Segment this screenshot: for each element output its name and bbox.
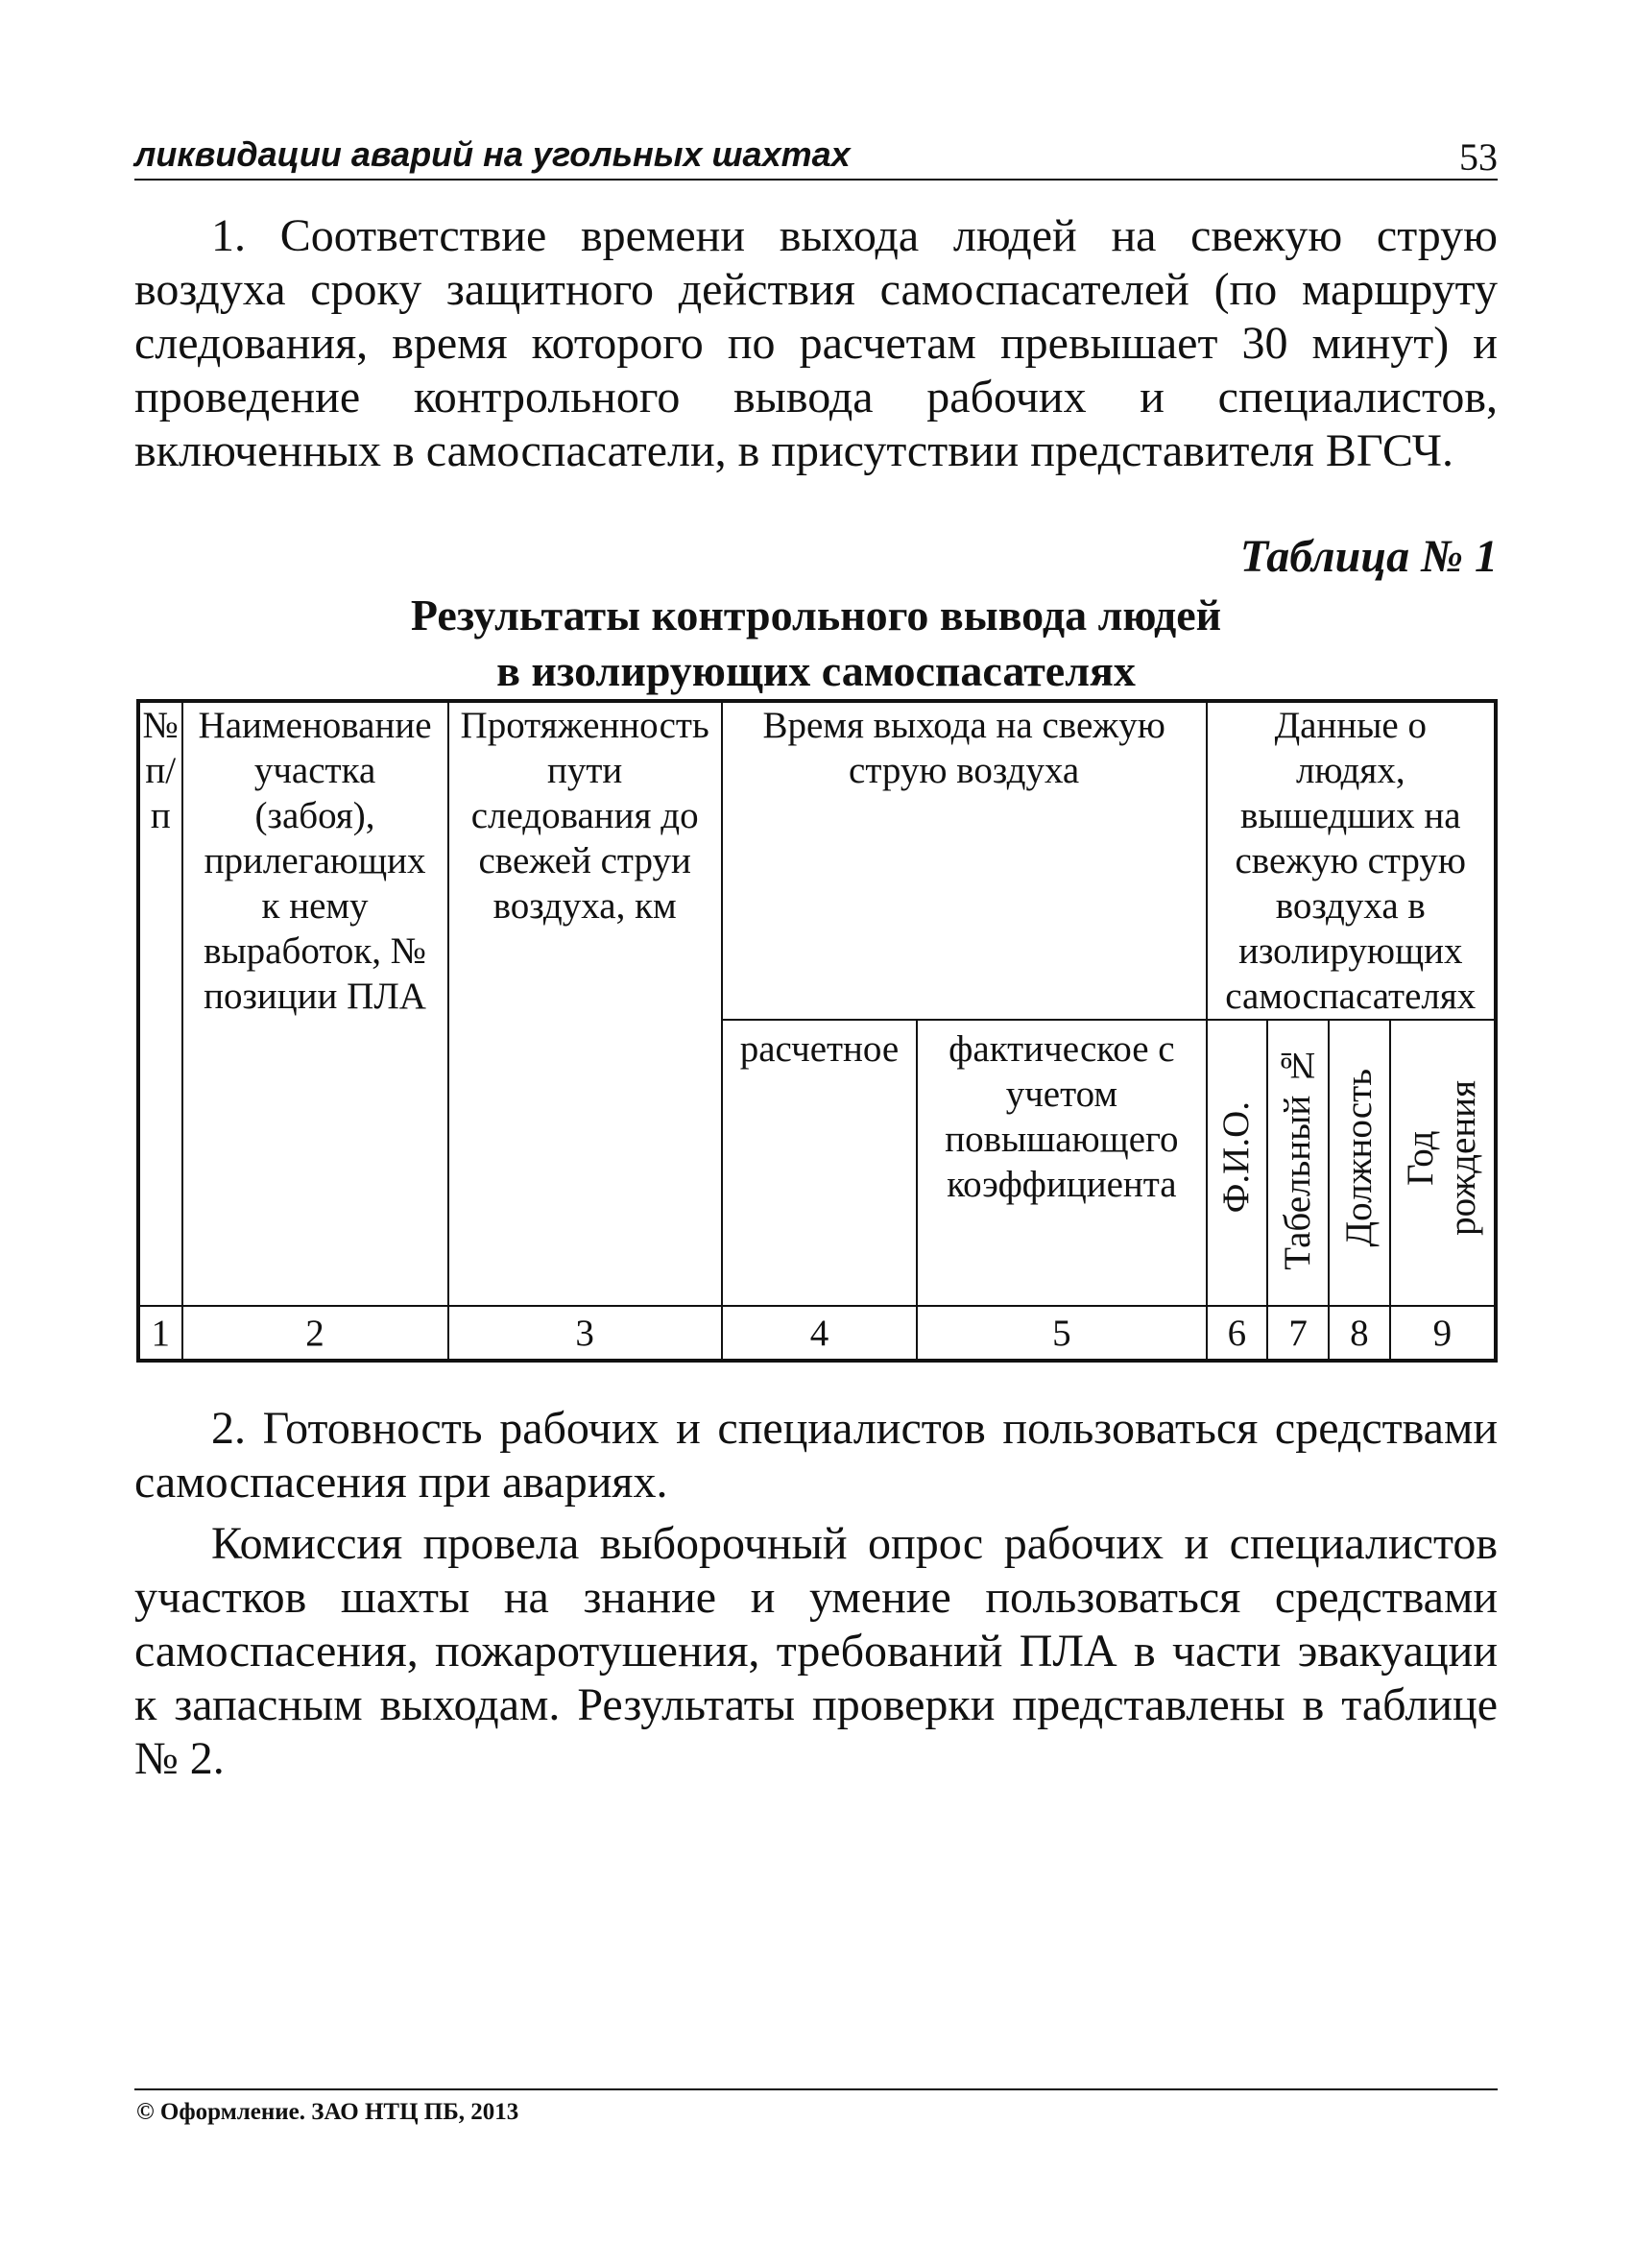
page-number: 53 xyxy=(1459,135,1498,179)
column-number-cell: 4 xyxy=(722,1306,917,1361)
subheader-position: Должность xyxy=(1329,1020,1390,1306)
header-cell-number: № п/п xyxy=(138,701,182,1306)
copyright-footer: © Оформление. ЗАО НТЦ ПБ, 2013 xyxy=(136,2099,519,2125)
subheader-tab-number: Табельный № xyxy=(1267,1020,1329,1306)
header-cell-section: Наименование участка (забоя), прилегающих к нему выработок, № позиции ПЛА xyxy=(182,701,448,1306)
subheader-actual: фактическое с учетом повышающего коэффициента xyxy=(917,1020,1206,1306)
subheader-fio: Ф.И.О. xyxy=(1207,1020,1268,1306)
header-cell-people-data: Данные о людях, вышедших на свежую струю воздуха в изолирующих самоспасателях xyxy=(1207,701,1496,1020)
footer-divider xyxy=(134,2088,1498,2090)
table-title xyxy=(278,588,1354,699)
column-number-cell: 7 xyxy=(1267,1306,1329,1361)
paragraph-3: Комиссия провела выборочный опрос рабочих и специалистов участков шахты на знание и умение пользоваться средствами самоспасения, пожаротушения, требований ПЛА в части эвакуации к запасным выходам. Результаты проверки представлены в таблице № 2. xyxy=(134,1518,1498,1784)
column-number-cell: 6 xyxy=(1207,1306,1268,1361)
subheader-birth-year: Год рождения xyxy=(1390,1020,1496,1306)
paragraph-1: 1. Соответствие времени выхода людей на свежую струю воздуха сроку защитного действия самоспасателей (по маршруту следования, время которого по расчетам превышает 30 минут) и проведение контрольного вывода рабочих и специалистов, включенных в самоспасатели, в присутствии представителя ВГСЧ. xyxy=(134,210,1498,476)
table-title-line-2: в изолирующих самоспасателях xyxy=(496,646,1136,695)
header-cell-exit-time: Время выхода на свежую струю воздуха xyxy=(722,701,1207,1020)
table-title-line-1: Результаты контрольного вывода людей xyxy=(410,591,1222,639)
results-table xyxy=(136,699,1498,1363)
running-title: ликвидации аварий на угольных шахтах xyxy=(134,134,851,174)
column-number-cell: 3 xyxy=(448,1306,722,1361)
column-number-cell: 2 xyxy=(182,1306,448,1361)
column-number-cell: 1 xyxy=(138,1306,182,1361)
column-number-cell: 5 xyxy=(917,1306,1206,1361)
running-header xyxy=(134,134,1498,181)
column-number-cell: 9 xyxy=(1390,1306,1496,1361)
table-label: Таблица № 1 xyxy=(1239,531,1498,582)
subheader-calculated: расчетное xyxy=(722,1020,917,1306)
header-cell-length: Протяженность пути следования до свежей струи воздуха, км xyxy=(448,701,722,1306)
paragraph-2: 2. Готовность рабочих и специалистов пользоваться средствами самоспасения при авариях. xyxy=(134,1403,1498,1508)
column-number-cell: 8 xyxy=(1329,1306,1390,1361)
